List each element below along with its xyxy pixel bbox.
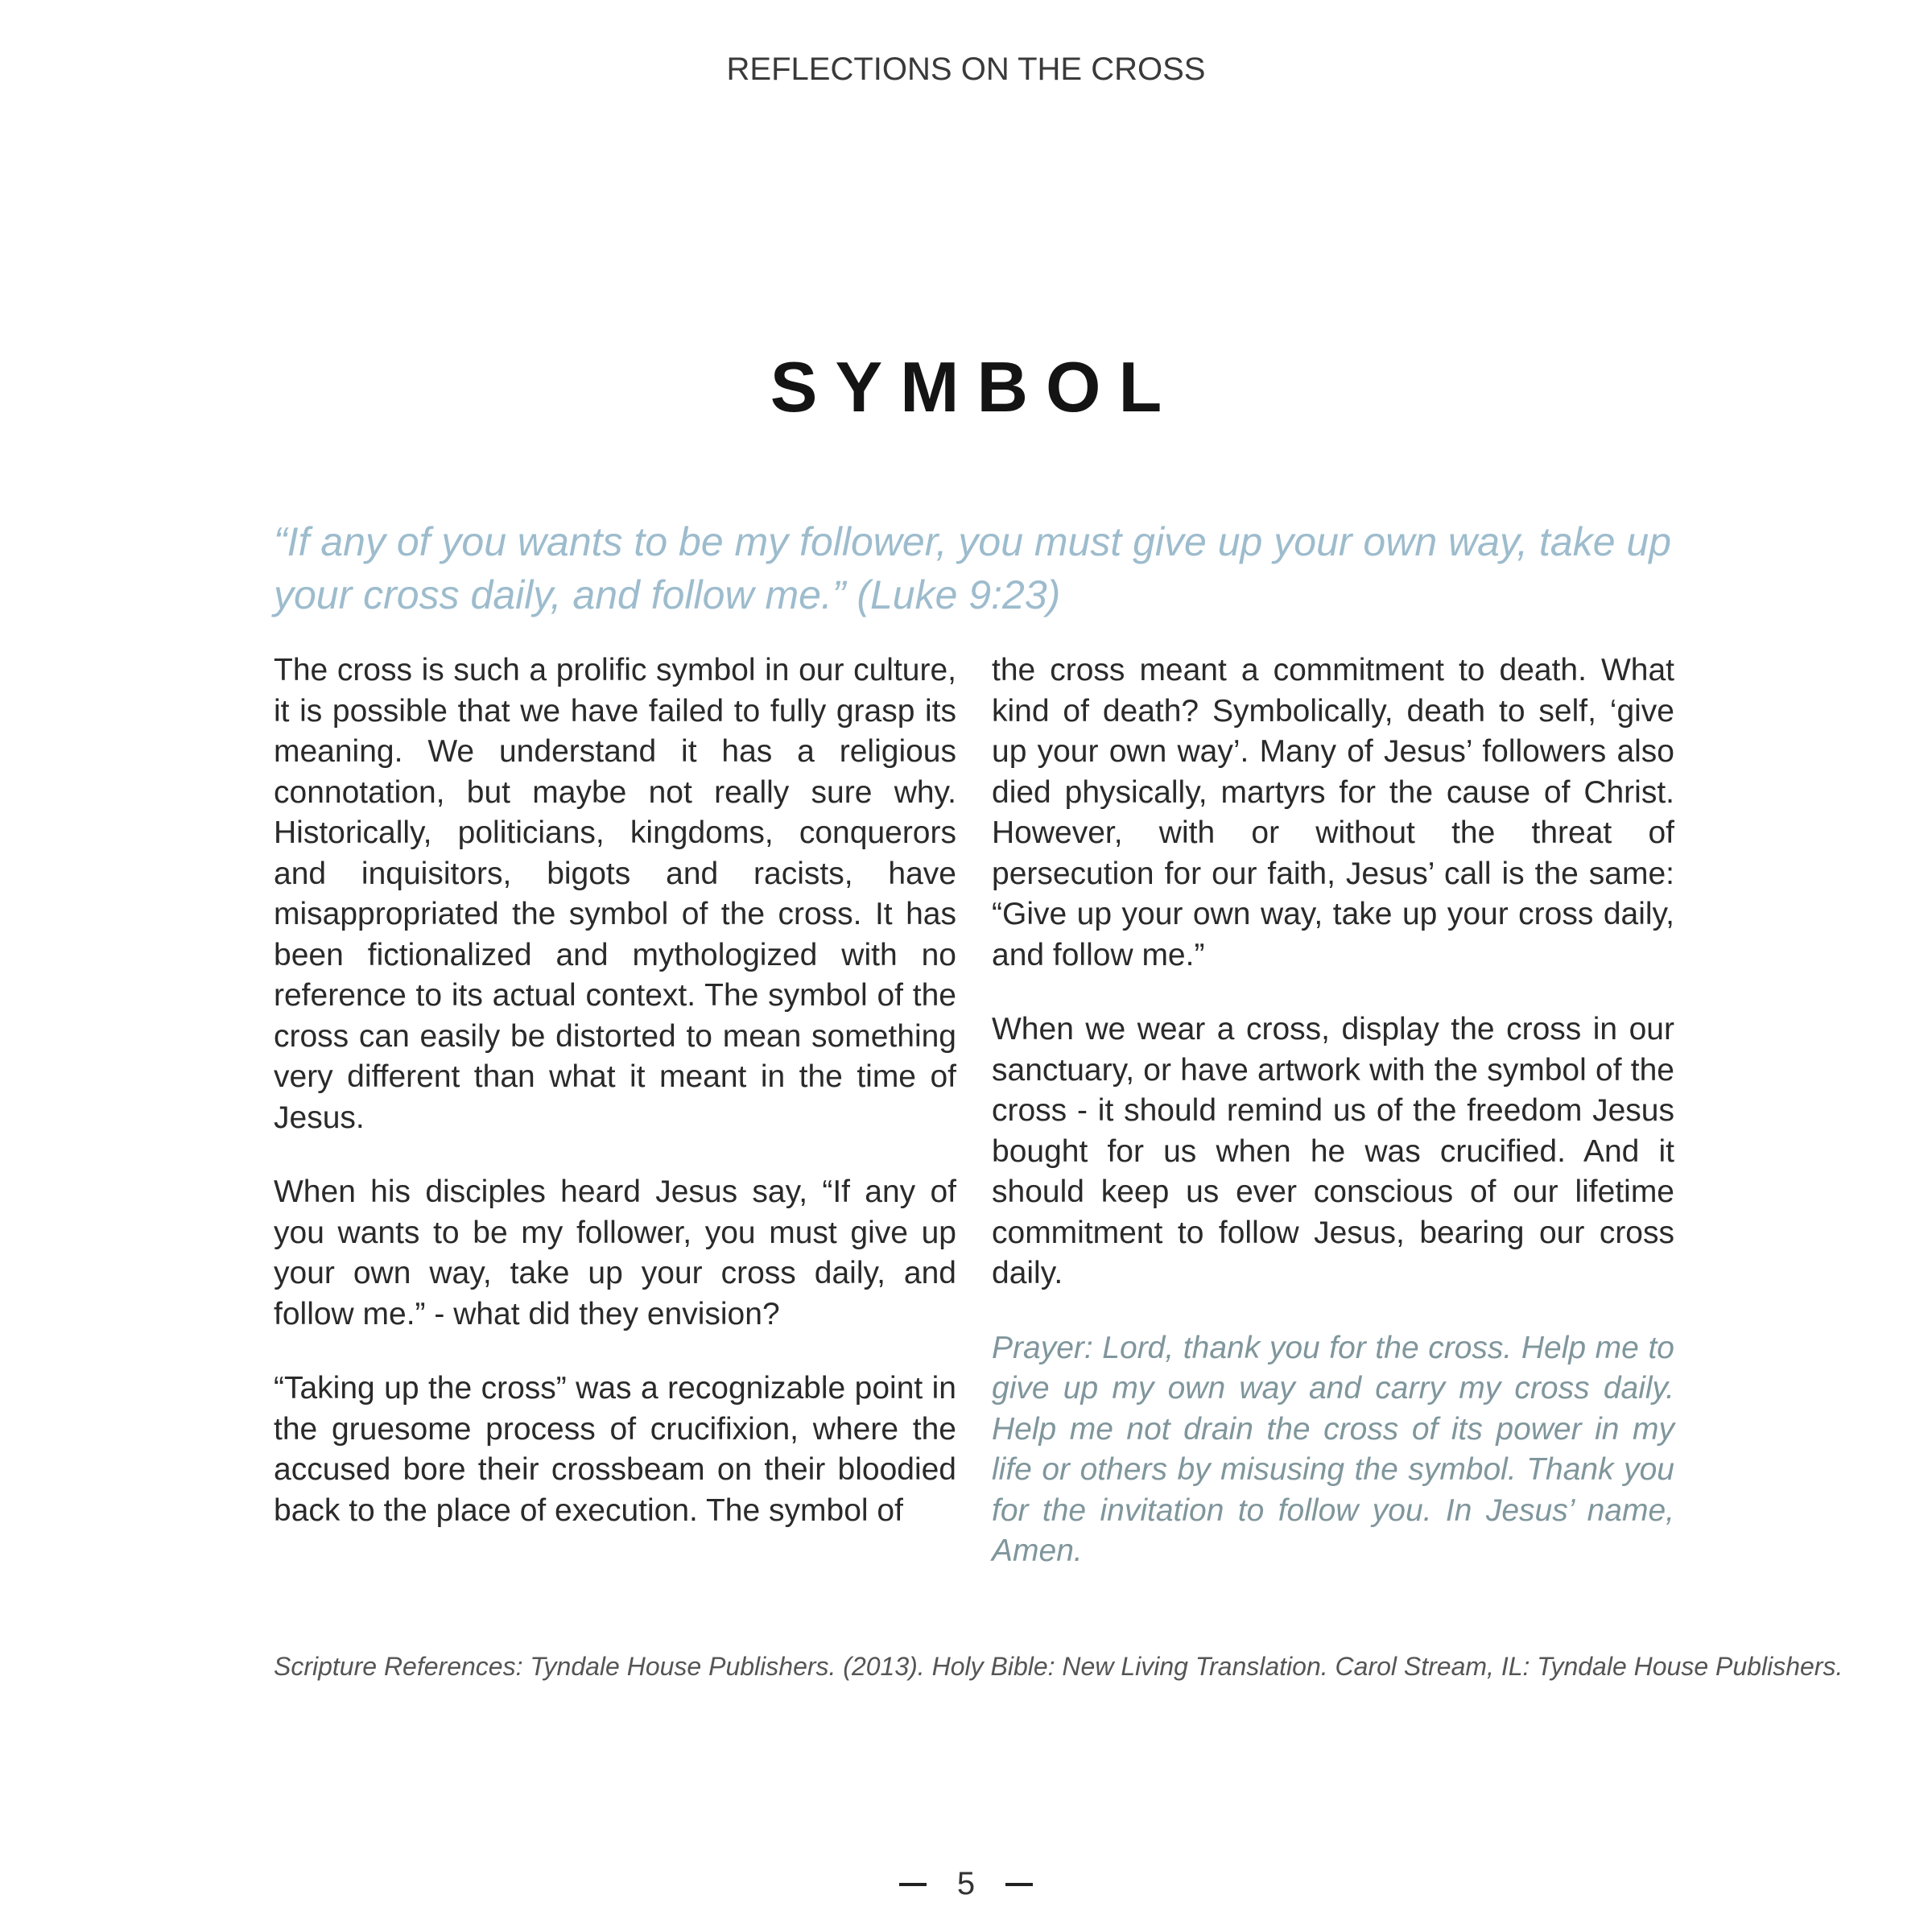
- body-columns: [274, 650, 1674, 1606]
- dash-right-ornament: [1005, 1883, 1033, 1886]
- running-header: REFLECTIONS ON THE CROSS: [726, 52, 1206, 87]
- right-column: [992, 650, 1674, 1606]
- page-title: SYMBOL: [770, 347, 1180, 427]
- body-paragraph: When we wear a cross, display the cross in our sanctuary, or have artwork with the symbol of the cross - it should remind us of the freedom Jesus bought for us when he was crucified. And it should keep us ever conscious of our lifetime commitment to follow Jesus, bearing our cross daily.: [992, 1012, 1674, 1290]
- left-column: [274, 650, 956, 1606]
- scripture-reference: Scripture References: Tyndale House Publishers. (2013). Holy Bible: New Living Translation. Carol Stream, IL: Tyndale House Publishers.: [274, 1652, 1843, 1681]
- body-paragraph: The cross is such a prolific symbol in our culture, it is possible that we have failed to fully grasp its meaning. We understand it has a religious connotation, but maybe not really sure why. Historically, politicians, kingdoms, conquerors and inquisitors, bigots and racists, have misappropriated the symbol of the cross. It has been fictionalized and mythologized with no reference to its actual context. The symbol of the cross can easily be distorted to mean something very different than what it meant in the time of Jesus.: [274, 653, 956, 1135]
- dash-left-ornament: [899, 1883, 927, 1886]
- page-number-footer: [0, 1866, 1932, 1902]
- body-paragraph: the cross meant a commitment to death. What kind of death? Symbolically, death to self, ‘give up your own way’. Many of Jesus’ followers also died physically, martyrs for the cause of Christ. However, with or without the threat of persecution for our faith, Jesus’ call is the same: “Give up your own way, take up your cross daily, and follow me.”: [992, 653, 1674, 972]
- body-paragraph: “Taking up the cross” was a recognizable point in the gruesome process of crucifixion, where the accused bore their crossbeam on their bloodied back to the place of execution. The symbol of: [274, 1371, 956, 1528]
- epigraph-quote: “If any of you wants to be my follower, you must give up your own way, take up your cross daily, and follow me.” (Luke 9:23): [274, 519, 1672, 617]
- prayer-paragraph: Prayer: Lord, thank you for the cross. Help me to give up my own way and carry my cross daily. Help me not drain the cross of its power in my life or others by misusing the symbol. Thank you for the invitation to follow you. In Jesus’ name, Amen.: [992, 1330, 1674, 1568]
- page-number: 5: [956, 1866, 976, 1901]
- body-paragraph: When his disciples heard Jesus say, “If any of you wants to be my follower, you must give up your own way, take up your cross daily, and follow me.” - what did they envision?: [274, 1174, 956, 1331]
